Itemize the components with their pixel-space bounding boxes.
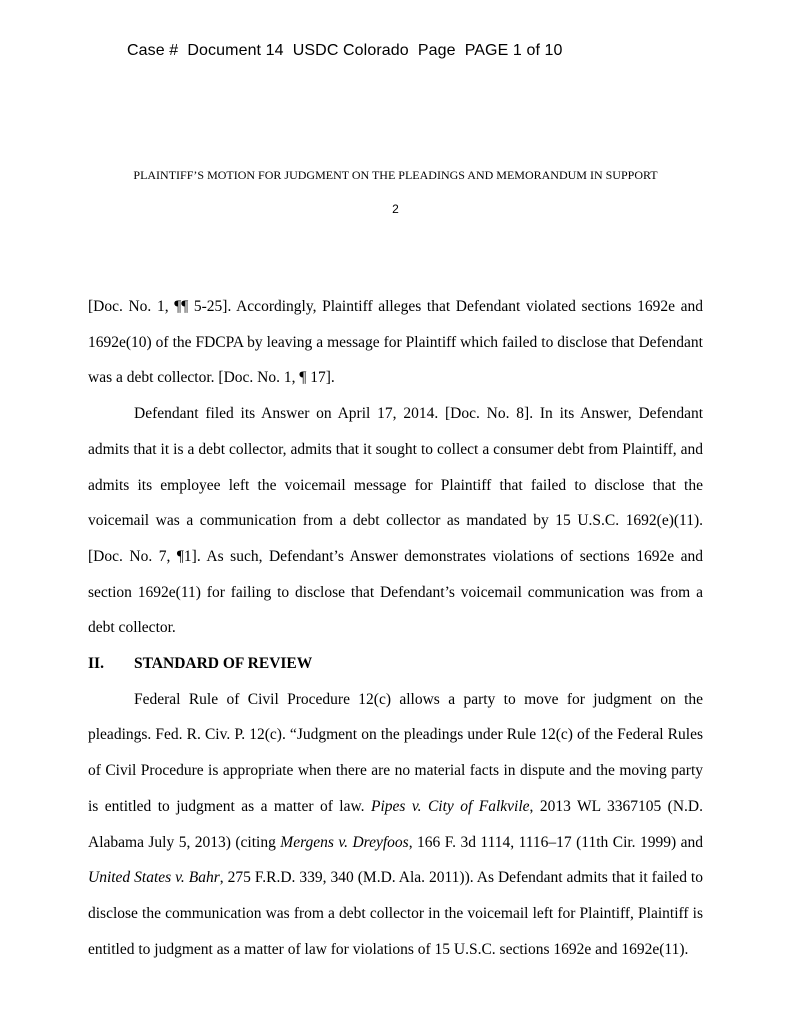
document-title: PLAINTIFF’S MOTION FOR JUDGMENT ON THE PLEADINGS AND MEMORANDUM IN SUPPORT: [133, 168, 658, 182]
case-citation-bahr: United States v. Bahr: [88, 869, 220, 887]
paragraph-3: [88, 682, 703, 968]
page-header: Case # Document 14 USDC Colorado Page PAGE 1 of 10: [127, 42, 563, 59]
paragraph-3-text-a: Federal Rule of Civil Procedure 12(c) allows a party to move for judgment on the pleadings. Fed. R. Civ. P. 12(c). “Judgment on the pleadings under Rule 12(c) of the Federal Rules of Civil Procedure is appropriate when there are no material facts in dispute and the moving party is entitled to judgment as a matter of law.: [88, 690, 703, 815]
case-citation-mergens: Mergens v. Dreyfoos: [280, 833, 409, 851]
document-body: [88, 289, 703, 967]
section-number: II.: [88, 655, 104, 673]
section-heading: [88, 646, 703, 682]
paragraph-3-text-c: , 166 F. 3d 1114, 1116–17 (11th Cir. 1999) and: [408, 833, 704, 851]
paragraph-3-text-d: , 275 F.R.D. 339, 340 (M.D. Ala. 2011)). As Defendant admits that it failed to disclose the communication was from a debt collector in the voicemail left for Plaintiff, Plaintiff is entitled to judgment as a matter of law for violations of 15 U.S.C. sections 1692e and 1692e(11).: [88, 869, 703, 958]
page-number: 2: [392, 202, 399, 216]
paragraph-1: [Doc. No. 1, ¶¶ 5-25]. Accordingly, Plaintiff alleges that Defendant violated sections 1692e and 1692e(10) of the FDCPA by leaving a message for Plaintiff which failed to disclose that Defendant was a debt collector. [Doc. No. 1, ¶ 17].: [88, 298, 703, 387]
paragraph-2: Defendant filed its Answer on April 17, 2014. [Doc. No. 8]. In its Answer, Defendant admits that it is a debt collector, admits that it sought to collect a consumer debt from Plaintiff, and admits its employee left the voicemail message for Plaintiff that failed to disclose that the voicemail was a communication from a debt collector as mandated by 15 U.S.C. 1692(e)(11). [Doc. No. 7, ¶1]. As such, Defendant’s Answer demonstrates violations of sections 1692e and section 1692e(11) for failing to disclose that Defendant’s voicemail communication was from a debt collector.: [88, 405, 703, 637]
paragraph-3-text-b: , 2013 WL 3367105 (N.D. Alabama July 5, 2013) (citing: [88, 797, 703, 851]
section-title: STANDARD OF REVIEW: [134, 655, 313, 673]
case-citation-pipes: Pipes v. City of Falkvile: [371, 797, 530, 815]
